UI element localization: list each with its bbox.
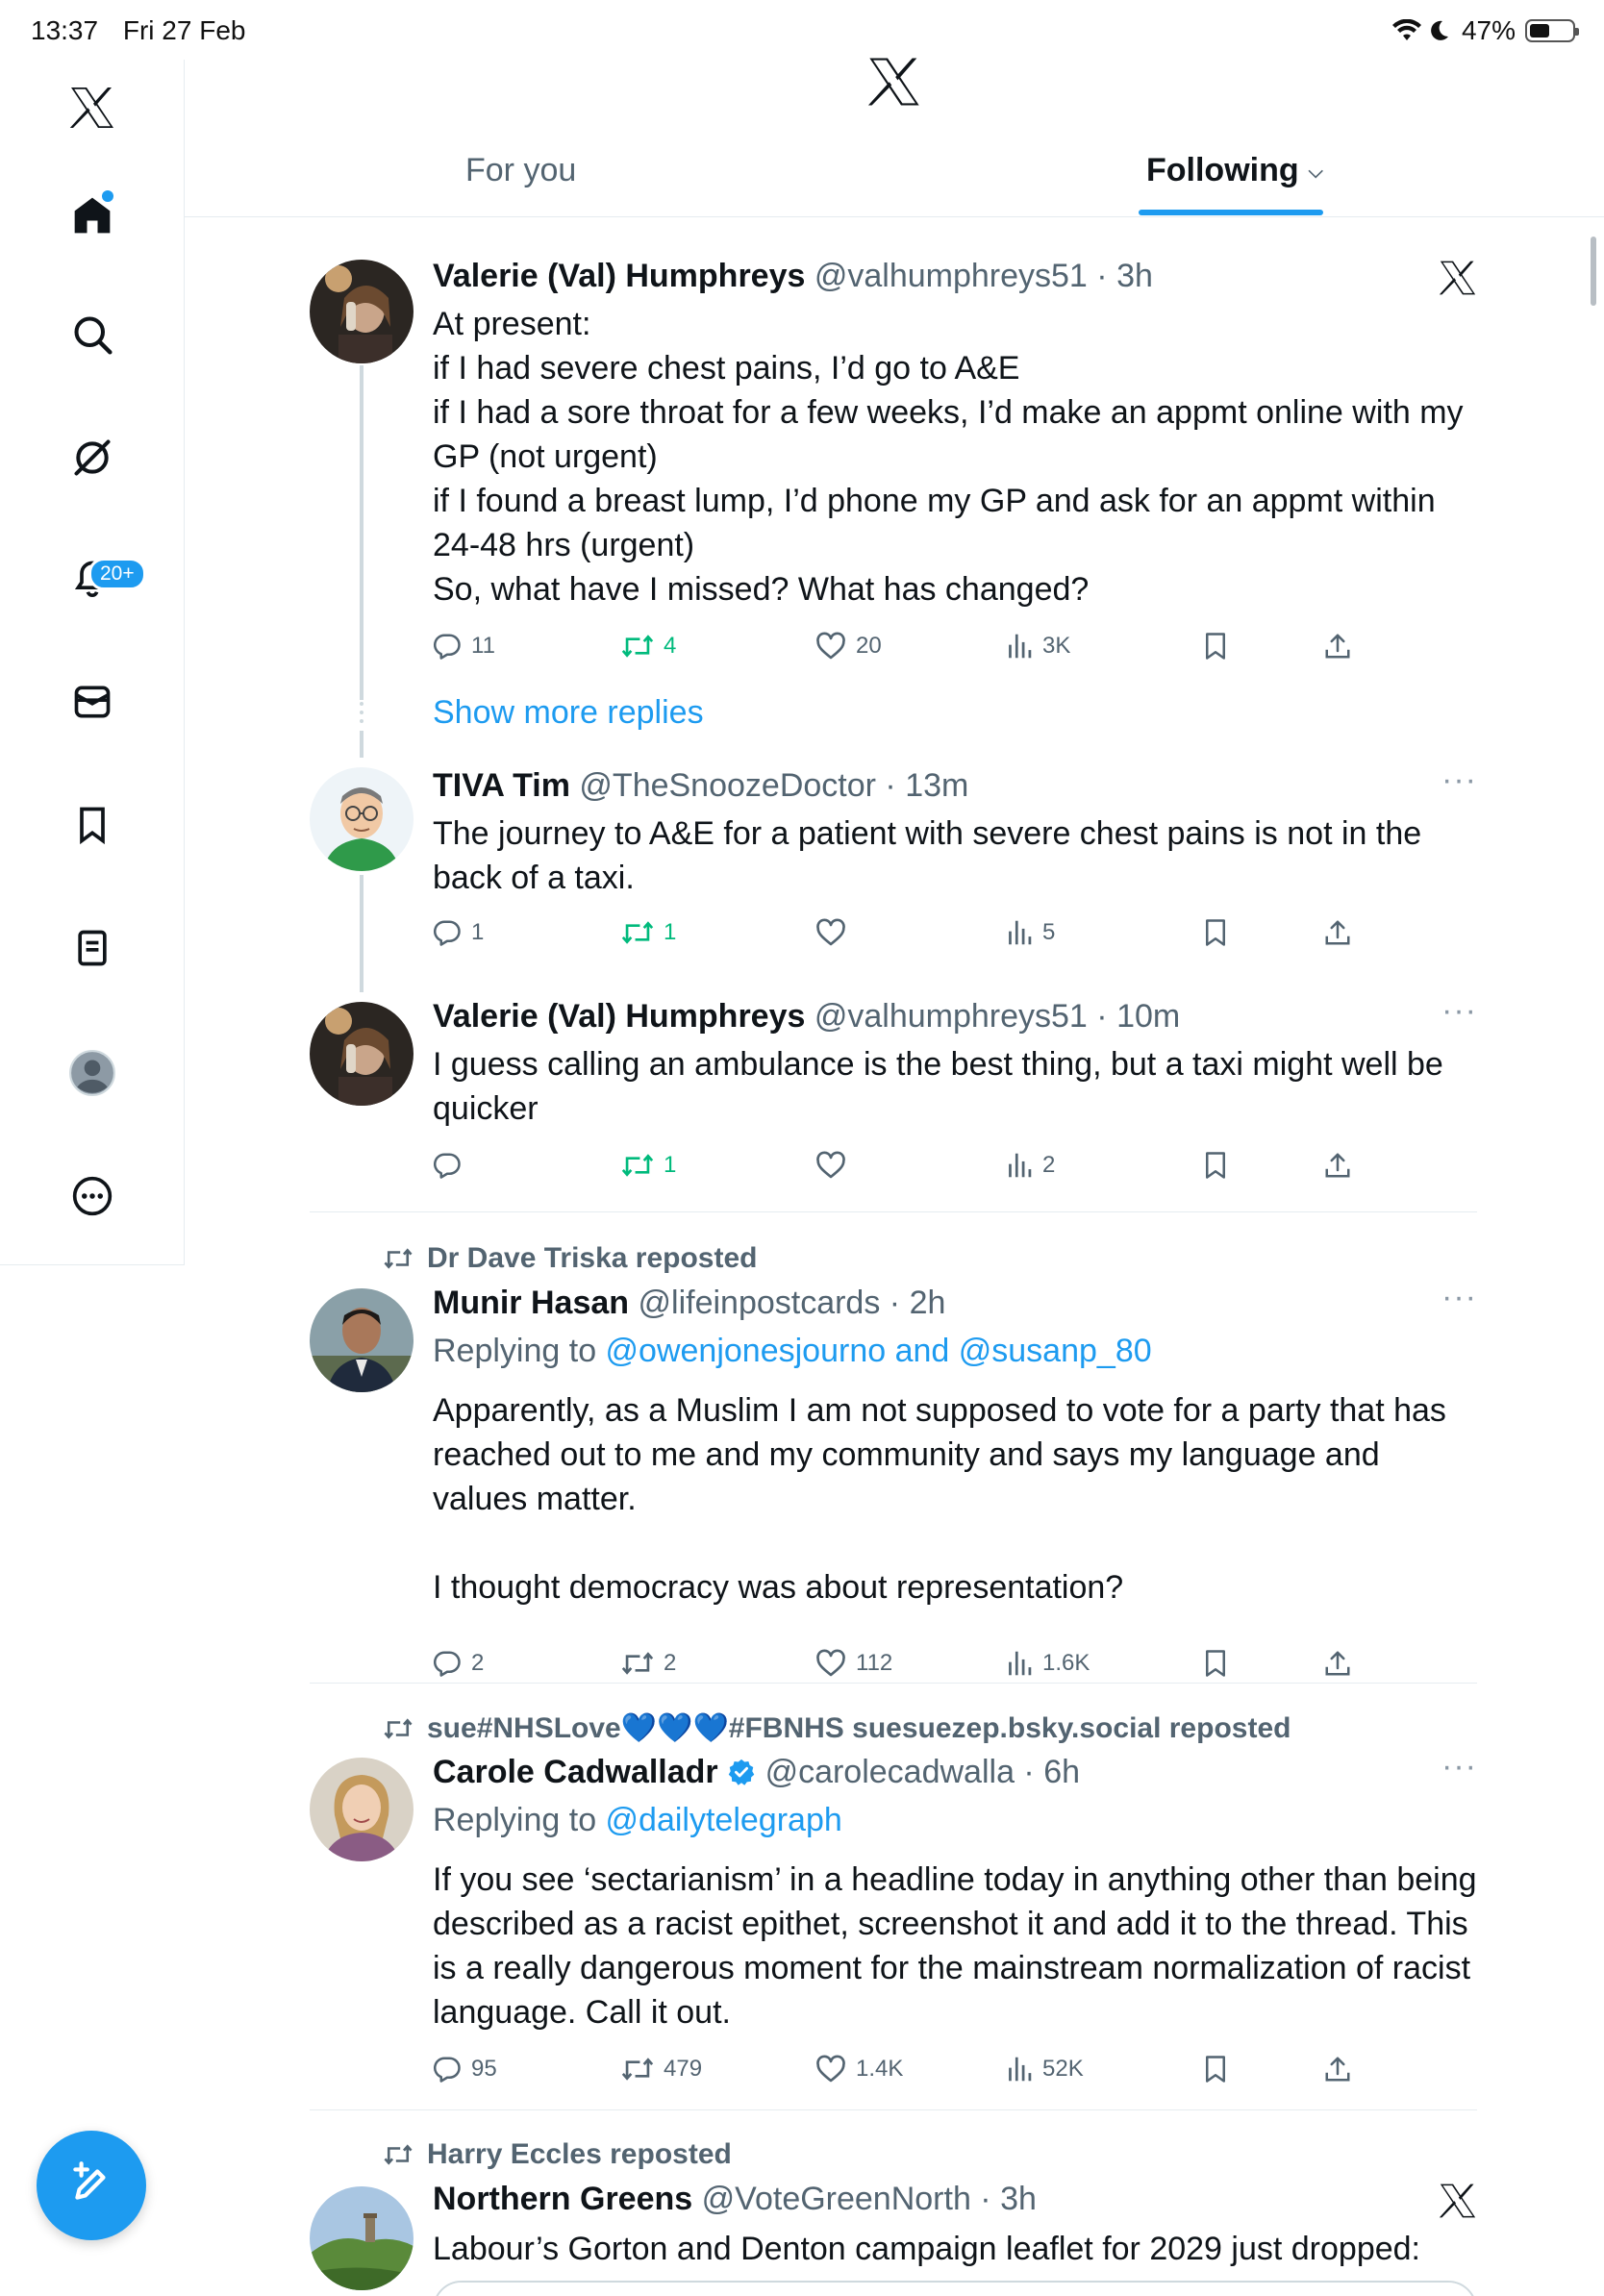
replying-to-link[interactable]: @owenjonesjourno and @susanp_80	[605, 1333, 1152, 1369]
dot-separator: ·	[880, 1285, 910, 1321]
avatar[interactable]	[310, 767, 414, 871]
reply-button[interactable]	[433, 2050, 497, 2088]
wifi-icon	[1392, 19, 1421, 42]
views-icon	[1006, 1151, 1033, 1180]
x-logo-icon[interactable]	[60, 75, 125, 140]
grok-icon	[71, 437, 113, 484]
sidebar-nav	[0, 60, 185, 1265]
author-handle[interactable]: @valhumphreys51	[814, 998, 1088, 1035]
reply-icon	[433, 632, 462, 661]
divider	[310, 2109, 1477, 2110]
author-name[interactable]: TIVA Tim	[433, 767, 570, 804]
divider	[310, 1211, 1477, 1212]
reply-button[interactable]	[433, 1146, 471, 1185]
tweet-time[interactable]: 13m	[905, 767, 969, 804]
tweet-text: If you see ‘sectarianism’ in a headline today in anything other than being described as a racist epithet, screenshot it and add it to the thread. This is a really dangerous moment for the mainstream normalization of racist language. Call it out.	[433, 1861, 1486, 2031]
tweet-actions	[433, 913, 1477, 952]
more-options-icon[interactable]: ···	[1441, 992, 1477, 1029]
dot-separator: ·	[875, 767, 906, 804]
author-name[interactable]: Northern Greens	[433, 2181, 693, 2217]
x-logo-icon	[867, 56, 921, 110]
views-icon	[1006, 918, 1033, 947]
heart-icon	[815, 1649, 846, 1678]
compose-button[interactable]	[37, 2131, 146, 2240]
repost-button[interactable]	[621, 627, 676, 665]
repost-icon	[383, 1716, 414, 1741]
like-count: 20	[856, 633, 882, 659]
like-button[interactable]	[815, 1644, 892, 1683]
share-button[interactable]	[1323, 2050, 1362, 2088]
tweet-text: The journey to A&E for a patient with severe chest pains is not in the back of a taxi.	[433, 815, 1431, 896]
bookmark-icon	[1202, 2055, 1229, 2084]
share-icon	[1323, 632, 1352, 661]
lists-icon	[71, 927, 113, 974]
sidebar-item-notifications[interactable]	[60, 548, 135, 613]
views-count: 3K	[1042, 633, 1071, 659]
tweet-header	[433, 998, 1180, 1036]
tweet-actions	[433, 627, 1477, 665]
search-icon	[71, 313, 113, 361]
tweet-header	[433, 258, 1153, 295]
views-count: 2	[1042, 1152, 1056, 1178]
repost-button[interactable]	[621, 1146, 676, 1185]
replying-to-prefix: Replying to	[433, 1333, 606, 1369]
like-button[interactable]	[815, 1146, 856, 1185]
bookmark-button[interactable]	[1202, 627, 1239, 665]
author-handle[interactable]: @lifeinpostcards	[638, 1285, 881, 1321]
repost-button[interactable]	[621, 1644, 676, 1683]
tweet-actions	[433, 1644, 1477, 1683]
reply-icon	[433, 1151, 462, 1180]
sidebar-item-lists[interactable]	[60, 917, 125, 983]
dot-separator: ·	[970, 2181, 1001, 2217]
views-button[interactable]	[1006, 1146, 1055, 1185]
avatar[interactable]	[310, 2186, 414, 2290]
chevron-down-icon: ⌵	[1308, 161, 1323, 183]
share-button[interactable]	[1323, 913, 1362, 952]
share-button[interactable]	[1323, 1644, 1362, 1683]
thread-line-dotted	[360, 702, 363, 723]
sidebar-item-more[interactable]	[60, 1165, 125, 1231]
battery-level	[1530, 24, 1549, 37]
more-options-icon[interactable]: ···	[1441, 1748, 1477, 1784]
like-button[interactable]	[815, 913, 856, 952]
status-indicators	[1385, 15, 1575, 46]
status-time: 13:37	[31, 15, 99, 45]
more-icon	[71, 1175, 113, 1222]
author-handle[interactable]: @carolecadwalla	[764, 1754, 1015, 1790]
repost-count: 4	[664, 633, 677, 659]
like-button[interactable]	[815, 2050, 903, 2088]
author-name[interactable]: Carole Cadwalladr	[433, 1754, 718, 1790]
show-more-replies-link[interactable]: Show more replies	[433, 694, 704, 731]
like-count: 1.4K	[856, 2056, 904, 2082]
home-unread-dot	[102, 190, 113, 202]
reply-button[interactable]	[433, 627, 495, 665]
tweet-actions	[433, 2050, 1477, 2088]
views-icon	[1006, 2055, 1033, 2084]
tweet-header	[433, 1285, 945, 1322]
timeline-tabs	[185, 135, 1604, 217]
views-icon	[1006, 1649, 1033, 1678]
repost-icon	[621, 632, 654, 661]
divider	[310, 1683, 1477, 1684]
battery-icon	[1525, 19, 1575, 42]
bookmark-button[interactable]	[1202, 1146, 1239, 1185]
heart-icon	[815, 1151, 846, 1180]
reply-button[interactable]	[433, 913, 484, 952]
thread-line	[360, 875, 363, 992]
reply-icon	[433, 1649, 462, 1678]
repost-count: 1	[664, 1152, 677, 1178]
tweet-header	[433, 2181, 1037, 2218]
verified-badge-icon	[727, 1758, 756, 1795]
avatar[interactable]	[310, 260, 414, 363]
tweet-time[interactable]: 3h	[1000, 2181, 1037, 2217]
author-name[interactable]: Valerie (Val) Humphreys	[433, 258, 806, 294]
reply-button[interactable]	[433, 1644, 484, 1683]
tweet-actions	[433, 1146, 1477, 1185]
media-image[interactable]	[433, 2281, 1477, 2296]
repost-context	[383, 2138, 732, 2171]
reposted-by[interactable]: Harry Eccles reposted	[427, 2138, 732, 2170]
compose-icon	[67, 2159, 115, 2212]
reply-icon	[433, 918, 462, 947]
replying-to	[433, 1333, 1152, 1370]
repost-icon	[621, 2055, 654, 2084]
reply-icon	[433, 2055, 462, 2084]
status-datetime	[31, 15, 263, 46]
repost-icon	[383, 1246, 414, 1271]
messages-icon	[71, 681, 113, 728]
thread-line	[360, 731, 363, 758]
views-count: 1.6K	[1042, 1650, 1090, 1676]
like-button[interactable]	[815, 627, 882, 665]
avatar[interactable]	[310, 1002, 414, 1106]
repost-button[interactable]	[621, 913, 676, 952]
share-button[interactable]	[1323, 1146, 1362, 1185]
sidebar-item-grok[interactable]	[60, 427, 125, 492]
tab-following-label: Following	[1146, 152, 1299, 188]
bookmark-icon	[1202, 918, 1229, 947]
bookmark-icon	[1202, 632, 1229, 661]
reply-count: 11	[471, 633, 495, 659]
author-handle[interactable]: @VoteGreenNorth	[701, 2181, 971, 2217]
replying-to	[433, 1802, 842, 1839]
battery-percent: 47%	[1461, 15, 1516, 45]
sidebar-item-bookmarks[interactable]	[60, 794, 125, 860]
tab-for-you[interactable]: For you	[465, 152, 577, 188]
tweet-time[interactable]: 3h	[1116, 258, 1153, 294]
profile-icon	[68, 1049, 116, 1102]
dot-separator: ·	[1087, 998, 1117, 1035]
repost-icon	[621, 918, 654, 947]
views-button[interactable]	[1006, 913, 1055, 952]
moon-icon	[1429, 19, 1450, 42]
repost-count: 479	[664, 2056, 703, 2082]
sidebar-item-home[interactable]	[60, 185, 125, 250]
views-button[interactable]	[1006, 2050, 1084, 2088]
repost-icon	[621, 1151, 654, 1180]
share-icon	[1323, 1649, 1352, 1678]
bookmark-button[interactable]	[1202, 913, 1239, 952]
tweet-time[interactable]: 2h	[909, 1285, 946, 1321]
bookmark-icon	[1202, 1151, 1229, 1180]
sidebar-item-search[interactable]	[60, 304, 125, 369]
bookmark-button[interactable]	[1202, 2050, 1239, 2088]
tweet-header	[433, 767, 968, 805]
x-logo-icon	[1439, 260, 1477, 298]
dot-separator: ·	[1087, 258, 1117, 294]
repost-context	[383, 1711, 1291, 1745]
share-icon	[1323, 2055, 1352, 2084]
views-button[interactable]	[1006, 627, 1070, 665]
reply-count: 2	[471, 1650, 485, 1676]
heart-icon	[815, 632, 846, 661]
repost-context	[383, 1242, 758, 1275]
views-count: 52K	[1042, 2056, 1084, 2082]
repost-button[interactable]	[621, 2050, 702, 2088]
author-name[interactable]: Munir Hasan	[433, 1285, 630, 1321]
views-icon	[1006, 632, 1033, 661]
repost-icon	[621, 1649, 654, 1678]
more-options-icon[interactable]: ···	[1441, 1279, 1477, 1315]
replying-to-prefix: Replying to	[433, 1802, 606, 1838]
active-tab-indicator	[1139, 210, 1323, 215]
tweet-text: I guess calling an ambulance is the best thing, but a taxi might well be quicker	[433, 1046, 1453, 1127]
bookmarks-icon	[71, 804, 113, 851]
reply-count: 1	[471, 919, 485, 945]
share-icon	[1323, 918, 1352, 947]
heart-icon	[815, 2055, 846, 2084]
replying-to-link[interactable]: @dailytelegraph	[605, 1802, 842, 1838]
repost-icon	[383, 2142, 414, 2167]
x-logo-icon	[1439, 2183, 1477, 2221]
bookmark-button[interactable]	[1202, 1644, 1239, 1683]
reposted-by[interactable]: sue#NHSLove💙💙💙#FBNHS suesuezep.bsky.social reposted	[427, 1712, 1291, 1744]
repost-count: 2	[664, 1650, 677, 1676]
tweet-text: Labour’s Gorton and Denton campaign leaflet for 2029 just dropped:	[433, 2231, 1420, 2267]
thread-line	[360, 365, 363, 700]
bookmark-icon	[1202, 1649, 1229, 1678]
status-date: Fri 27 Feb	[122, 15, 246, 45]
notifications-badge: 20+	[88, 558, 146, 590]
reposted-by[interactable]: Dr Dave Triska reposted	[427, 1242, 758, 1274]
author-name[interactable]: Valerie (Val) Humphreys	[433, 998, 806, 1035]
avatar[interactable]	[310, 1758, 414, 1861]
tweet-text: At present: if I had severe chest pains, I’d go to A&E if I had a sore throat for a few weeks, I’d make an appmt online with my GP (not urgent) if I found a breast lump, I’d phone my GP and ask for an appmt within 24-48 hrs (urgent) So, what have I missed? What has changed?	[433, 306, 1464, 608]
tweet-time[interactable]: 6h	[1043, 1754, 1081, 1790]
author-handle[interactable]: @valhumphreys51	[814, 258, 1088, 294]
like-count: 112	[856, 1650, 893, 1676]
author-handle[interactable]: @TheSnoozeDoctor	[579, 767, 876, 804]
sidebar-item-profile[interactable]	[60, 1042, 125, 1108]
share-icon	[1323, 1151, 1352, 1180]
dot-separator: ·	[1014, 1754, 1044, 1790]
sidebar-item-messages[interactable]	[60, 671, 125, 736]
repost-count: 1	[664, 919, 677, 945]
tweet-header	[433, 1754, 1080, 1795]
heart-icon	[815, 918, 846, 947]
status-bar	[0, 0, 1604, 60]
tweet-text: Apparently, as a Muslim I am not supposed to vote for a party that has reached out to me and my community and says my language and values matter. I thought democracy was about representation?	[433, 1392, 1446, 1606]
views-button[interactable]	[1006, 1644, 1090, 1683]
reply-count: 95	[471, 2056, 497, 2082]
avatar[interactable]	[310, 1288, 414, 1392]
scrollbar[interactable]	[1591, 237, 1596, 306]
share-button[interactable]	[1323, 627, 1362, 665]
more-options-icon[interactable]: ···	[1441, 761, 1477, 798]
views-count: 5	[1042, 919, 1056, 945]
tab-following[interactable]	[1146, 152, 1323, 189]
tweet-time[interactable]: 10m	[1116, 998, 1181, 1035]
